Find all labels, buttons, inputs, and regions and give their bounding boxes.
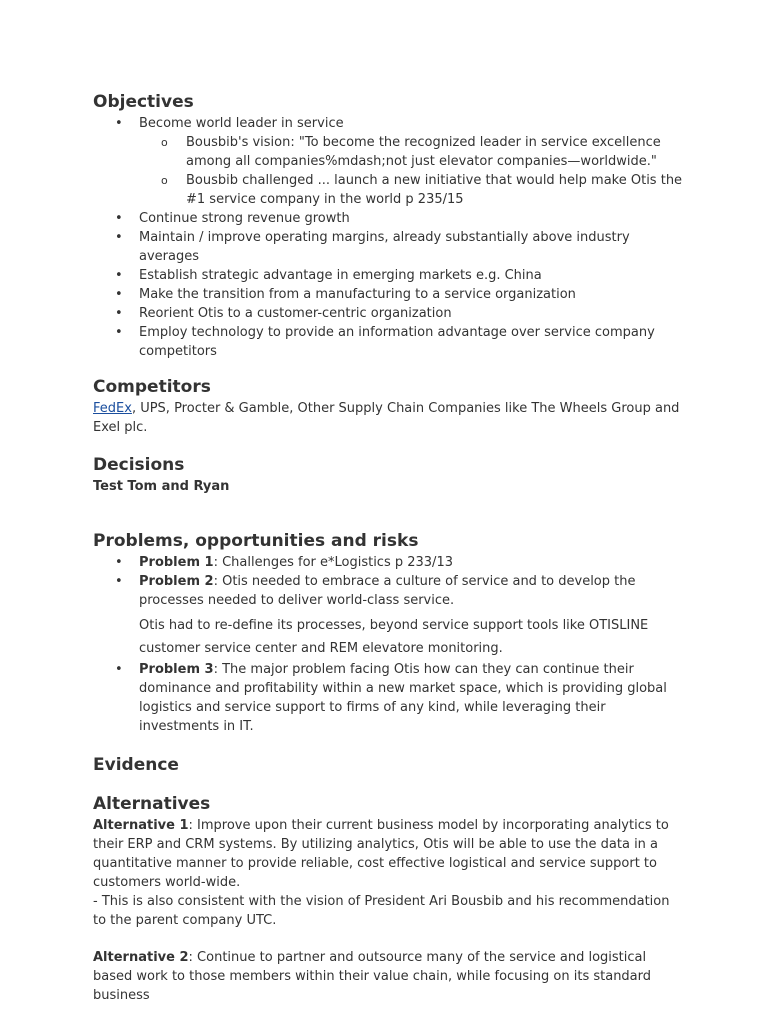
evidence-heading: Evidence	[93, 755, 179, 775]
document-content	[93, 90, 683, 1005]
alternative-1-label: Alternative 1	[93, 818, 189, 833]
list-item	[93, 553, 683, 572]
list-item: • Make the transition from a manufacturing to a service organization	[93, 285, 683, 304]
problem-label: Problem 2	[139, 574, 214, 589]
alternative-1-text: : Improve upon their current business model by incorporating analytics to their ERP and CRM systems. By utilizing analytics, Otis will be able to use the data in a quantitative manner to provide reliable, cost effective logistical and service support to customers world-wide.	[93, 818, 669, 890]
alternative-2-text: : Continue to partner and outsource many of the service and logistical based work to those members within their value chain, while focusing on its standard business	[93, 950, 652, 1003]
list-item	[93, 660, 683, 736]
competitors-heading: Competitors	[93, 377, 211, 397]
problem-text: : The major problem facing Otis how can they can continue their dominance and profitability within a new market space, which is providing global logistics and service support to firms of any kind, while leveraging their investments in IT.	[139, 662, 667, 734]
list-item: • Continue strong revenue growth	[93, 209, 683, 228]
sub-list-item: o Bousbib's vision: "To become the recognized leader in service excellence among all companies%mdash;not just elevator companies—worldwide."	[139, 133, 683, 171]
list-item	[93, 572, 683, 660]
list-item: • Establish strategic advantage in emerging markets e.g. China	[93, 266, 683, 285]
alternatives-heading: Alternatives	[93, 794, 211, 814]
alternative-1-paragraph	[93, 816, 683, 892]
list-item: • Employ technology to provide an information advantage over service company competitors	[93, 323, 683, 361]
problem-label: Problem 3	[139, 662, 214, 677]
list-item: • Reorient Otis to a customer-centric organization	[93, 304, 683, 323]
problems-heading: Problems, opportunities and risks	[93, 531, 419, 551]
list-item-text: Become world leader in service	[139, 116, 344, 131]
alternative-1-note: - This is also consistent with the vision of President Ari Bousbib and his recommendation to the parent company UTC.	[93, 894, 670, 928]
list-item	[93, 114, 683, 209]
decisions-heading: Decisions	[93, 455, 185, 475]
competitors-paragraph	[93, 399, 683, 437]
decisions-text: Test Tom and Ryan	[93, 479, 230, 494]
sub-list-item: o Bousbib challenged ... launch a new initiative that would help make Otis the #1 service company in the world p 235/15	[139, 171, 683, 209]
problem-label: Problem 1	[139, 555, 214, 570]
list-item: • Maintain / improve operating margins, already substantially above industry averages	[93, 228, 683, 266]
objectives-sublist	[139, 133, 683, 209]
objectives-heading: Objectives	[93, 92, 194, 112]
problem-text: : Challenges for e*Logistics p 233/13	[213, 555, 453, 570]
competitors-text: , UPS, Procter & Gamble, Other Supply Chain Companies like The Wheels Group and Exel plc.	[93, 401, 680, 435]
alternative-2-paragraph	[93, 948, 683, 1005]
problem-extra-text: Otis had to re-define its processes, beyond service support tools like OTISLINE customer service center and REM elevatore monitoring.	[139, 618, 649, 656]
alternative-2-label: Alternative 2	[93, 950, 189, 965]
problem-text: : Otis needed to embrace a culture of service and to develop the processes needed to deliver world-class service.	[139, 574, 636, 608]
problems-list	[93, 553, 683, 736]
fedex-link[interactable]: FedEx	[93, 401, 132, 416]
objectives-list	[93, 114, 683, 361]
